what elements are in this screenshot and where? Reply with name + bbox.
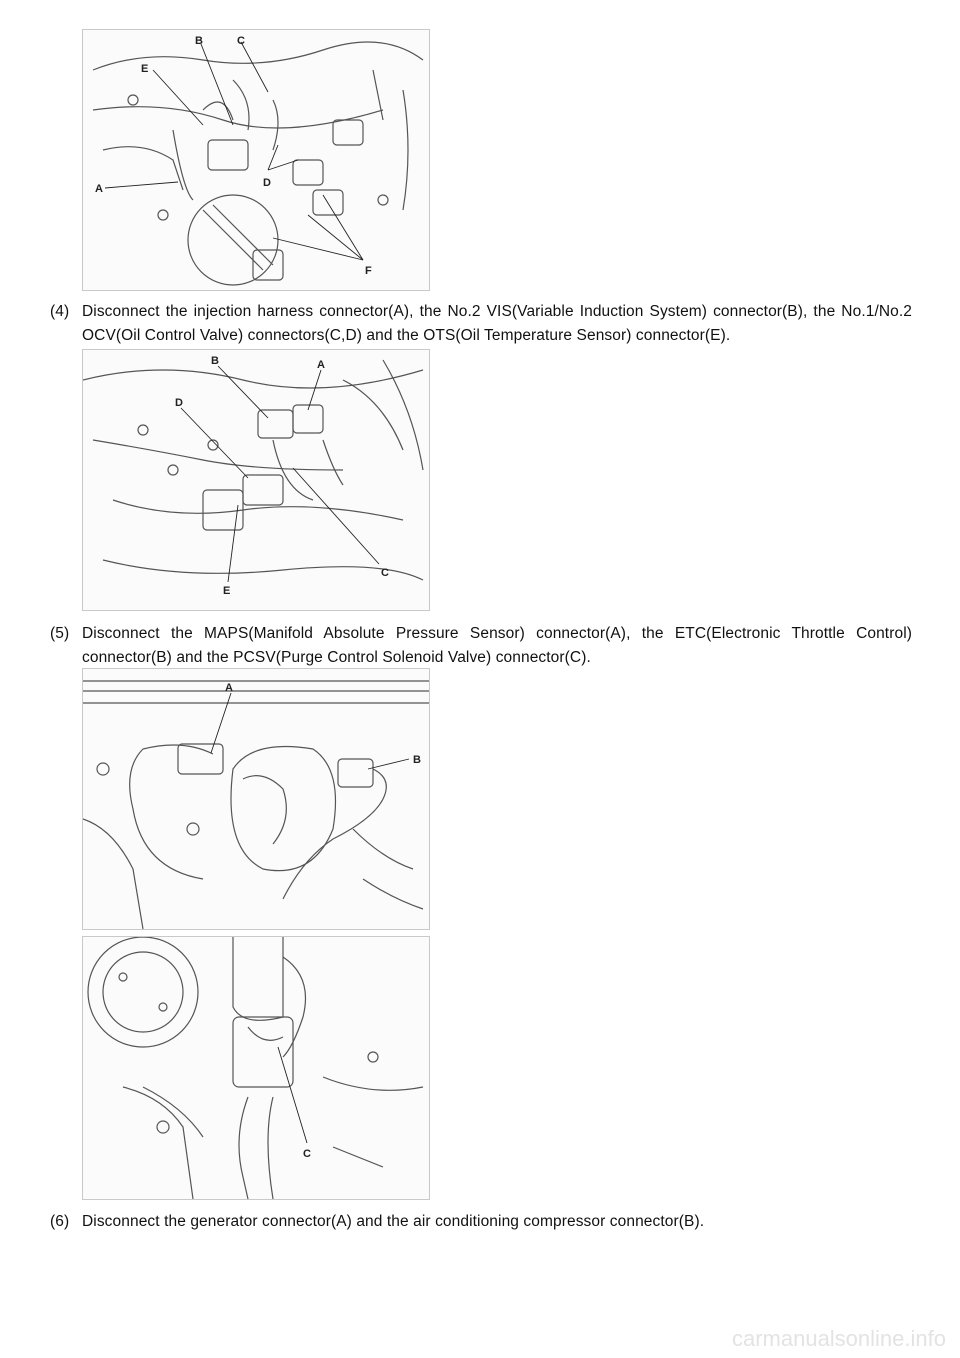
watermark: carmanualsonline.info xyxy=(731,1326,946,1351)
label-b: B xyxy=(211,355,219,367)
label-c: C xyxy=(237,35,245,47)
step-text: Disconnect the MAPS(Manifold Absolute Pressure Sensor) connector(A), the ETC(Electronic Throttle Control) connector(B) and the PCSV(Purge Control Solenoid Valve) connector(C). xyxy=(82,625,912,666)
engine-connectors-diagram-2 xyxy=(83,350,429,610)
figure-4-diagram xyxy=(82,936,430,1200)
label-a: A xyxy=(95,183,103,195)
step-number: (5) xyxy=(50,625,70,642)
step-5 xyxy=(50,622,912,670)
throttle-body-diagram xyxy=(83,669,429,929)
figure-3-diagram xyxy=(82,668,430,930)
label-c: C xyxy=(381,567,389,579)
step-number: (4) xyxy=(50,303,70,320)
label-e: E xyxy=(223,585,231,597)
label-a: A xyxy=(317,359,325,371)
step-6 xyxy=(50,1210,912,1234)
engine-connectors-diagram-1 xyxy=(83,30,429,290)
label-e: E xyxy=(141,63,149,75)
label-b: B xyxy=(195,35,203,47)
step-text: Disconnect the injection harness connector(A), the No.2 VIS(Variable Induction System) connector(B), the No.1/No.2 OCV(Oil Control Valve) connectors(C,D) and the OTS(Oil Temperature Sensor) connector(E). xyxy=(82,303,912,344)
label-a: A xyxy=(225,682,233,694)
label-d: D xyxy=(175,397,183,409)
label-f: F xyxy=(365,265,372,277)
label-c: C xyxy=(303,1148,311,1160)
label-d: D xyxy=(263,177,271,189)
purge-control-valve-diagram xyxy=(83,937,429,1199)
figure-2-diagram xyxy=(82,349,430,611)
label-b: B xyxy=(413,754,421,766)
step-4 xyxy=(50,300,912,348)
step-text: Disconnect the generator connector(A) and the air conditioning compressor connector(B). xyxy=(82,1213,705,1230)
figure-1-diagram xyxy=(82,29,430,291)
step-number: (6) xyxy=(50,1213,70,1230)
